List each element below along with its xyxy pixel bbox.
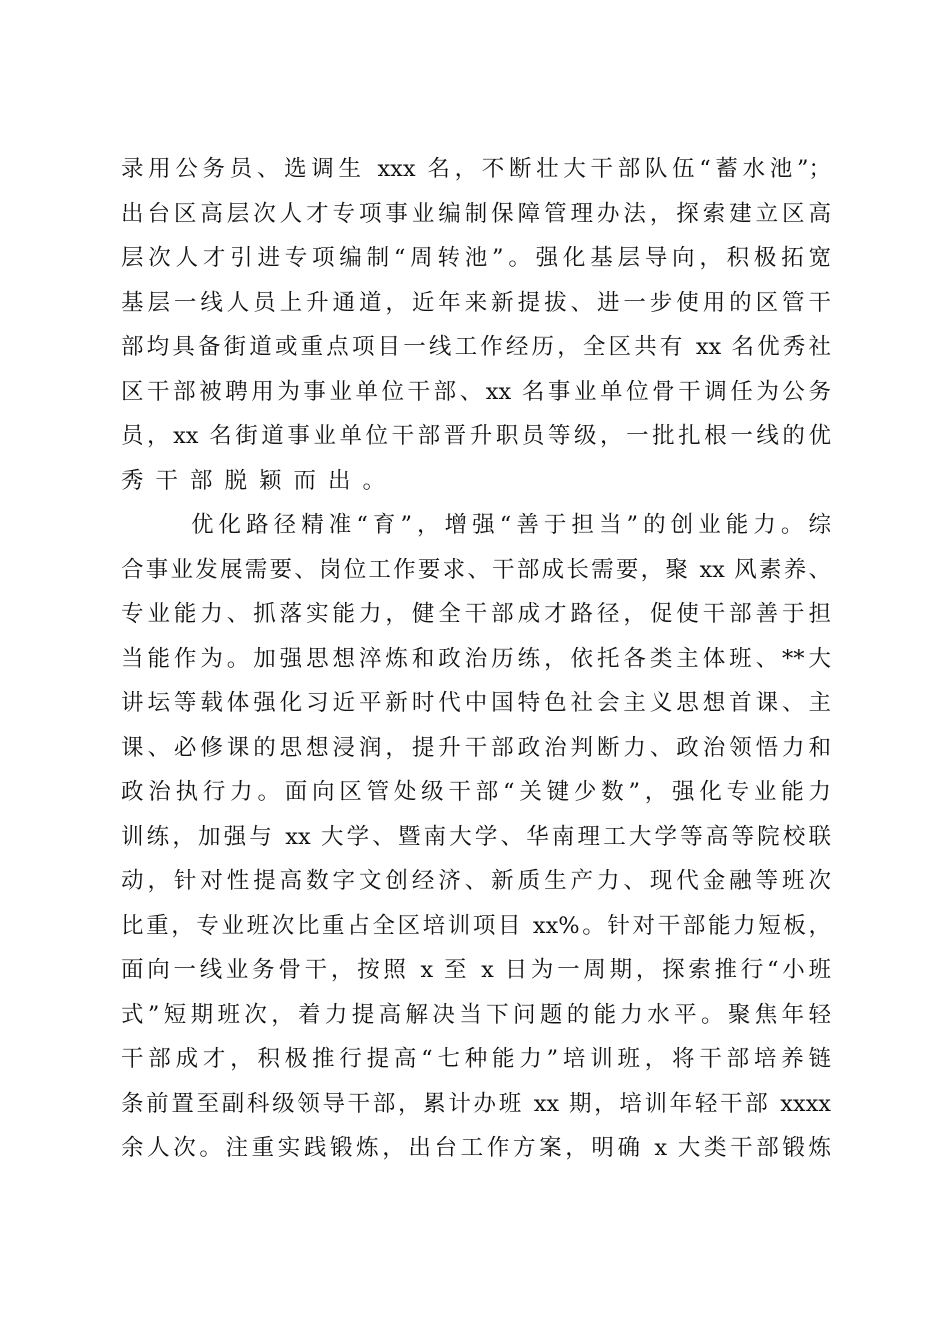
text-line: 区干部被聘用为事业单位干部、xx 名事业单位骨干调任为公务 bbox=[121, 378, 831, 405]
text-line: 当能作为。加强思想淬炼和政治历练，依托各类主体班、**大 bbox=[121, 645, 831, 672]
text-line: 干部成才，积极推行提高“七种能力”培训班，将干部培养链 bbox=[121, 1046, 831, 1072]
text-line: 讲坛等载体强化习近平新时代中国特色社会主义思想首课、主 bbox=[121, 690, 831, 716]
text-line: 秀干部脱颖而出。 bbox=[121, 467, 398, 494]
text-line: 层次人才引进专项编制“周转池”。强化基层导向，积极拓宽 bbox=[121, 245, 831, 271]
text-line: 政治执行力。面向区管处级干部“关键少数”，强化专业能力 bbox=[121, 779, 831, 805]
text-line: 比重，专业班次比重占全区培训项目 xx%。针对干部能力短板， bbox=[121, 912, 831, 939]
text-line: 面向一线业务骨干，按照 x 至 x 日为一周期，探索推行“小班 bbox=[121, 957, 831, 983]
paragraph-1 bbox=[121, 147, 831, 503]
text-line: 动，针对性提高数字文创经济、新质生产力、现代金融等班次 bbox=[121, 868, 831, 894]
text-line: 员，xx 名街道事业单位干部晋升职员等级，一批扎根一线的优 bbox=[121, 423, 831, 449]
text-line: 优化路径精准“育”，增强“善于担当”的创业能力。综 bbox=[191, 512, 831, 538]
text-line: 式”短期班次，着力提高解决当下问题的能力水平。聚焦年轻 bbox=[121, 1001, 831, 1028]
text-line: 部均具备街道或重点项目一线工作经历，全区共有 xx 名优秀社 bbox=[121, 334, 831, 360]
text-line: 余人次。注重实践锻炼，出台工作方案，明确 x 大类干部锻炼 bbox=[121, 1135, 831, 1161]
text-line: 条前置至副科级领导干部，累计办班 xx 期，培训年轻干部 xxxx bbox=[121, 1090, 831, 1117]
paragraph-2 bbox=[121, 503, 831, 1171]
text-line: 训练，加强与 xx 大学、暨南大学、华南理工大学等高等院校联 bbox=[121, 823, 831, 850]
text-line: 合事业发展需要、岗位工作要求、干部成长需要，聚 xx 风素养、 bbox=[121, 556, 831, 583]
text-line: 专业能力、抓落实能力，健全干部成才路径，促使干部善于担 bbox=[121, 601, 831, 627]
text-line: 课、必修课的思想浸润，提升干部政治判断力、政治领悟力和 bbox=[121, 734, 831, 761]
text-line: 出台区高层次人才专项事业编制保障管理办法，探索建立区高 bbox=[121, 200, 831, 227]
document-page bbox=[121, 147, 831, 1171]
text-line: 录用公务员、选调生 xxx 名，不断壮大干部队伍“蓄水池”； bbox=[121, 156, 831, 182]
text-line: 基层一线人员上升通道，近年来新提拔、进一步使用的区管干 bbox=[121, 289, 831, 316]
